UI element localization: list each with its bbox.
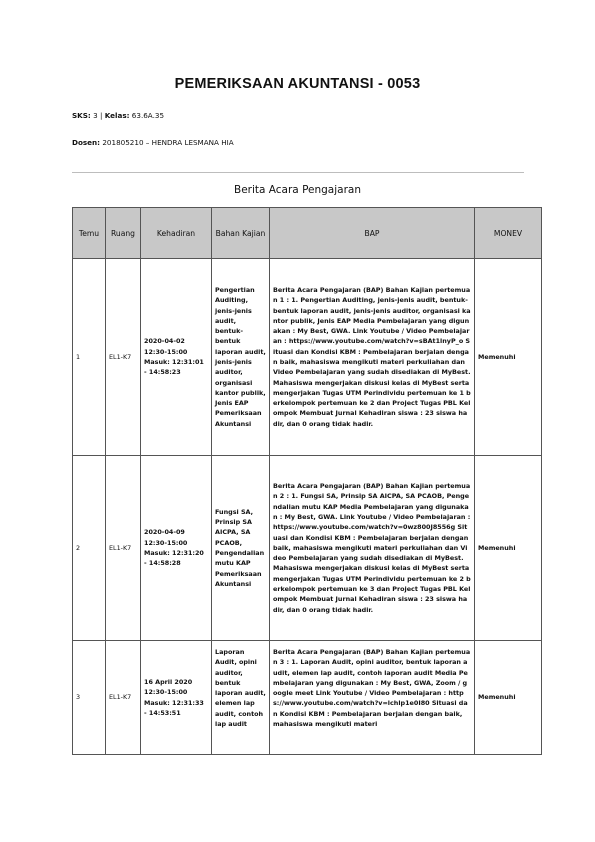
cell-temu: 3: [73, 641, 106, 755]
header-bap: BAP: [270, 208, 475, 259]
bap-table: [72, 207, 542, 755]
sks-label: SKS:: [72, 111, 91, 120]
table-row: [73, 259, 542, 456]
table-header-row: [73, 208, 542, 259]
cell-monev: Memenuhi: [475, 641, 542, 755]
header-temu: Temu: [73, 208, 106, 259]
kelas-label: Kelas:: [104, 111, 130, 120]
cell-kehadiran: 2020-04-02 12:30-15:00 Masuk: 12:31:01 - 14:58:23: [141, 259, 212, 456]
cell-bahan-kajian: Laporan Audit, opini auditor, bentuk laporan audit, elemen lap audit, contoh lap audit: [212, 641, 270, 755]
dosen-value: 201805210 – HENDRA LESMANA HIA: [102, 138, 234, 147]
divider: [72, 172, 524, 173]
cell-kehadiran: 16 April 2020 12:30-15:00 Masuk: 12:31:33 - 14:53:51: [141, 641, 212, 755]
table-row: [73, 641, 542, 755]
header-monev: MONEV: [475, 208, 542, 259]
table-row: [73, 456, 542, 641]
cell-bap: Berita Acara Pengajaran (BAP) Bahan Kajian pertemuan 1 : 1. Pengertian Auditing, jenis-jenis audit, bentuk-bentuk laporan audit, jenis-jenis auditor, organisasi kantor publik, Jenis EAP Media Pembelajaran yang digunakan : My Best, GWA. Link Youtube / Video Pembelajaran : https://www.youtube.com/watch?v=sBAt1lnyP_o Situasi dan Kondisi KBM : Pembelajaran berjalan dengan baik, mahasiswa mengikuti materi perkuliahan dan Video Pembelajaran yang sudah disediakan di MyBest. Mahasiswa mengerjakan diskusi kelas di MyBest serta mengerjakan Tugas UTM Perindividu pertemuan ke 1 berkelompok pertemuan ke 2 dan Project Tugas PBL Kelompok Membuat Jurnal Kehadiran siswa : 23 siswa hadir, dan 0 orang tidak hadir.: [270, 259, 475, 456]
page-title: PEMERIKSAAN AKUNTANSI - 0053: [174, 76, 421, 92]
cell-ruang: EL1-K7: [106, 641, 141, 755]
header-ruang: Ruang: [106, 208, 141, 259]
header-bahan-kajian: Bahan Kajian: [212, 208, 270, 259]
cell-monev: Memenuhi: [475, 259, 542, 456]
kelas-value: 63.6A.35: [131, 111, 165, 120]
cell-ruang: EL1-K7: [106, 259, 141, 456]
sks-value: 3: [93, 111, 98, 120]
cell-bahan-kajian: Pengertian Auditing, jenis-jenis audit, bentuk-bentuk laporan audit, jenis-jenis auditor, organisasi kantor publik, Jenis EAP Pemeriksaan Akuntansi: [212, 259, 270, 456]
cell-bap: Berita Acara Pengajaran (BAP) Bahan Kajian pertemuan 2 : 1. Fungsi SA, Prinsip SA AICPA, SA PCAOB, Pengendalian mutu KAP Media Pembelajaran yang digunakan : My Best, GWA. Link Youtube / Video Pembelajaran : https://www.youtube.com/watch?v=0wz800J8556g Situasi dan Kondisi KBM : Pembelajaran berjalan dengan baik, mahasiswa mengikuti materi perkuliahan dan Video Pembelajaran yang sudah disediakan di MyBest. Mahasiswa mengerjakan diskusi kelas di MyBest serta mengerjakan Tugas UTM Perindividu pertemuan ke 2 berkelompok pertemuan ke 3 dan Project Tugas PBL Kelompok Membuat Jurnal Kehadiran siswa : 23 siswa hadir, dan 0 orang tidak hadir.: [270, 456, 475, 641]
cell-temu: 1: [73, 259, 106, 456]
cell-kehadiran: 2020-04-09 12:30-15:00 Masuk: 12:31:20 - 14:58:28: [141, 456, 212, 641]
header-kehadiran: Kehadiran: [141, 208, 212, 259]
cell-monev: Memenuhi: [475, 456, 542, 641]
separator: |: [99, 111, 103, 120]
course-info-line: [72, 111, 164, 120]
lecturer-info-line: [72, 138, 234, 147]
cell-bap: Berita Acara Pengajaran (BAP) Bahan Kajian pertemuan 3 : 1. Laporan Audit, opini auditor, bentuk laporan audit, elemen lap audit, contoh laporan audit Media Pembelajaran yang digunakan : My Best, GWA, Zoom / google meet Link Youtube / Video Pembelajaran : https://www.youtube.com/watch?v=lchlp1e0I80 Situasi dan Kondisi KBM : Pembelajaran berjalan dengan baik, mahasiswa mengikuti materi: [270, 641, 475, 755]
section-title: Berita Acara Pengajaran: [233, 184, 361, 196]
cell-bahan-kajian: Fungsi SA, Prinsip SA AICPA, SA PCAOB, Pengendalian mutu KAP Pemeriksaan Akuntansi: [212, 456, 270, 641]
dosen-label: Dosen:: [72, 138, 101, 147]
cell-ruang: EL1-K7: [106, 456, 141, 641]
cell-temu: 2: [73, 456, 106, 641]
